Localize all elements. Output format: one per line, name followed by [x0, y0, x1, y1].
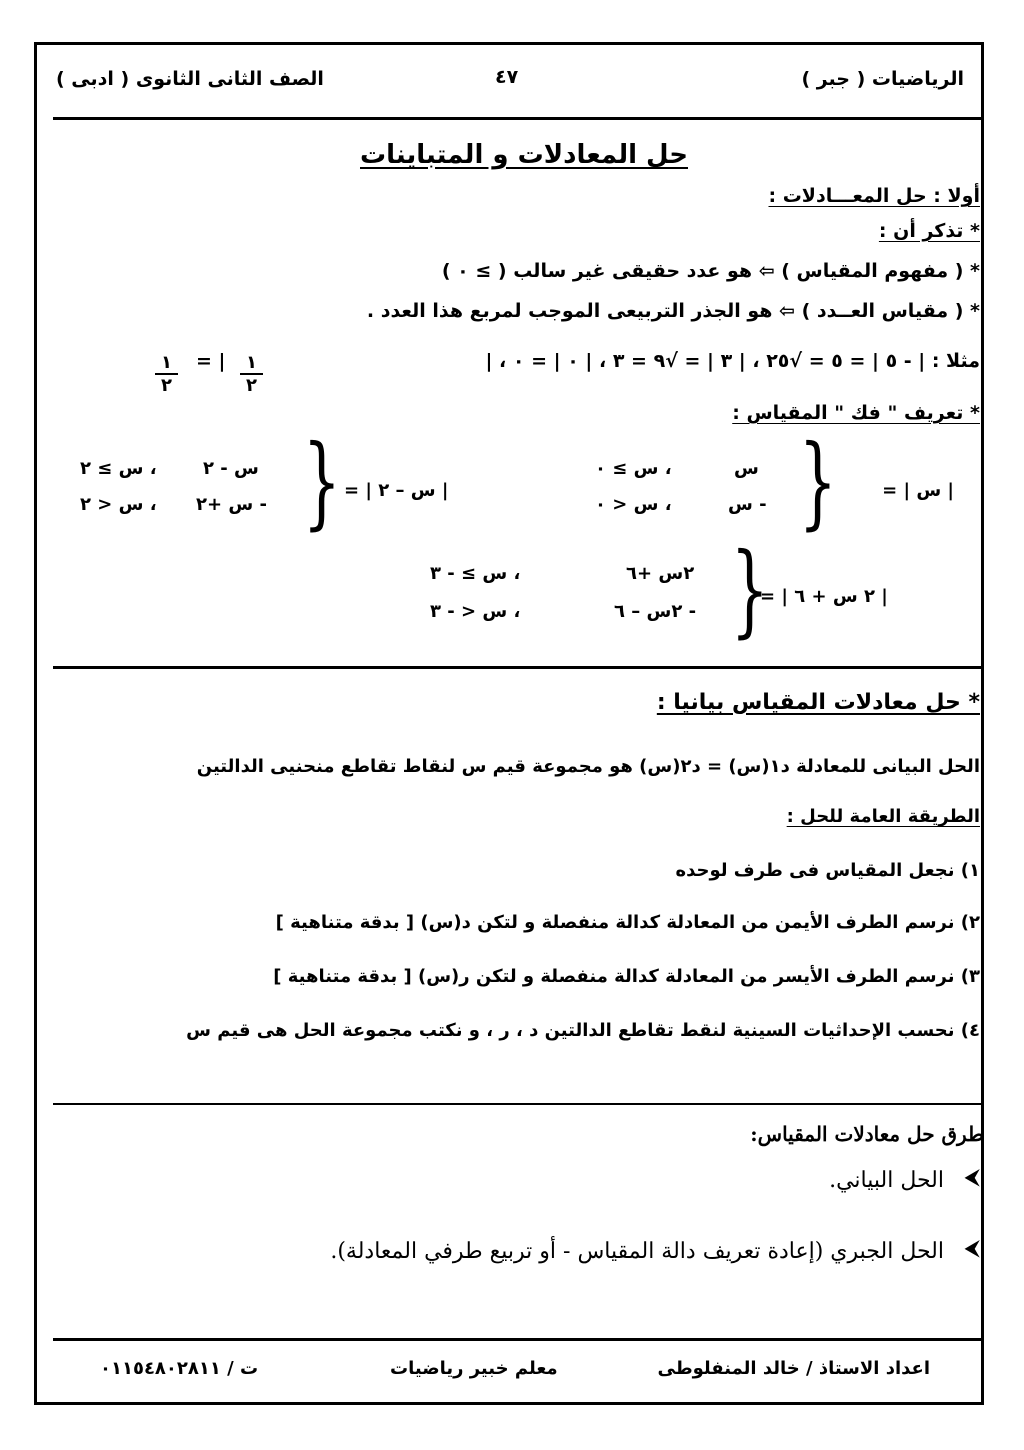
- step-1: ١) نجعل المقياس فى طرف لوحده: [675, 860, 980, 881]
- example-fraction-result: [155, 352, 178, 396]
- header-grade: الصف الثانى الثانوى ( ادبى ): [56, 68, 324, 90]
- def2-row1-condition: ، س ≥ ٢: [80, 458, 157, 479]
- header-page-number: ٤٧: [495, 66, 519, 88]
- section-divider-1: [53, 666, 983, 669]
- fraction-denominator: ٢: [161, 375, 172, 396]
- def2-brace: }: [302, 423, 341, 540]
- fraction-numerator: ١: [240, 352, 263, 375]
- def2-row1-value: س - ٢: [203, 458, 259, 479]
- def3-brace: }: [730, 531, 769, 648]
- method-algebraic: الحل الجبري (إعادة تعريف دالة المقياس - أو تربيع طرفي المعادلة).: [330, 1239, 944, 1264]
- concept-modulus-line: * ( مفهوم المقياس ) ⇦ هو عدد حقيقى غير سالب ( ≥ ٠ ): [441, 260, 980, 282]
- def2-row2-value: - س +٢: [196, 494, 267, 515]
- step-2: ٢) نرسم الطرف الأيمن من المعادلة كدالة منفصلة و لتكن د(س) [ بدقة متناهية ]: [275, 912, 980, 933]
- section2-heading: * حل معادلات المقياس بيانيا :: [656, 690, 980, 715]
- method-graphical: الحل البياني.: [829, 1168, 944, 1193]
- definition-heading: * تعريف " فك " المقياس :: [732, 402, 980, 424]
- def3-row2-condition: ، س < - ٣: [430, 601, 521, 622]
- def1-lhs: | س | =: [882, 480, 954, 501]
- example-fraction-inner: [240, 352, 263, 396]
- method-heading: الطريقة العامة للحل :: [786, 806, 980, 827]
- fraction-numerator: ١: [155, 352, 178, 375]
- modulus-number-line: * ( مقياس العــدد ) ⇦ هو الجذر التربيعى الموجب لمربع هذا العدد .: [366, 300, 980, 322]
- def1-row1-condition: ، س ≥ ٠: [595, 458, 672, 479]
- def1-row2-value: - س: [728, 494, 767, 515]
- def3-row2-value: - ٢س – ٦: [614, 601, 697, 622]
- step-3: ٣) نرسم الطرف الأيسر من المعادلة كدالة منفصلة و لتكن ر(س) [ بدقة متناهية ]: [273, 966, 980, 987]
- header-subject: الرياضيات ( جبر ): [801, 68, 964, 90]
- def2-row2-condition: ، س < ٢: [80, 494, 157, 515]
- arrow-bullet-icon: ⮜: [964, 1165, 980, 1190]
- fraction-denominator: ٢: [246, 375, 257, 396]
- def1-row1-value: س: [734, 458, 759, 479]
- def3-row1-value: ٢س +٦: [626, 563, 695, 584]
- def3-lhs: | ٢ س + ٦ | =: [760, 586, 888, 607]
- footer-phone: ت / ٠١١٥٤٨٠٢٨١١: [100, 1358, 259, 1379]
- footer-divider: [53, 1338, 983, 1341]
- arrow-bullet-icon: ⮜: [964, 1236, 980, 1261]
- page-title: حل المعادلات و المتباينات: [360, 140, 688, 170]
- step-4: ٤) نحسب الإحداثيات السينية لنقط تقاطع الدالتين د ، ر ، و نكتب مجموعة الحل هى قيم س: [186, 1020, 980, 1041]
- def1-brace: }: [798, 423, 837, 540]
- def2-lhs: | س – ٢ | =: [344, 480, 449, 501]
- example-end: | =: [196, 350, 226, 372]
- graphical-intro: الحل البيانى للمعادلة د١(س) = د٢(س) هو مجموعة قيم س لنقاط تقاطع منحنيى الدالتين: [196, 756, 980, 777]
- footer-author: اعداد الاستاذ / خالد المنفلوطى: [657, 1358, 930, 1379]
- section-divider-2: [53, 1103, 983, 1105]
- page-border: [34, 42, 984, 1405]
- def1-row2-condition: ، س < ٠: [595, 494, 672, 515]
- section3-heading: طرق حل معادلات المقياس:: [750, 1122, 984, 1146]
- example-line: مثلا : | - ٥ | = ٥ = √٢٥ ، | ٣ | = √٩ = ٣ ، | ٠ | = ٠ ، |: [485, 350, 980, 372]
- section1-heading: أولا : حل المعـــادلات :: [768, 185, 980, 207]
- header-divider: [53, 117, 983, 120]
- remember-line: * تذكر أن :: [878, 220, 980, 242]
- def3-row1-condition: ، س ≥ - ٣: [430, 563, 521, 584]
- footer-role: معلم خبير رياضيات: [390, 1358, 558, 1379]
